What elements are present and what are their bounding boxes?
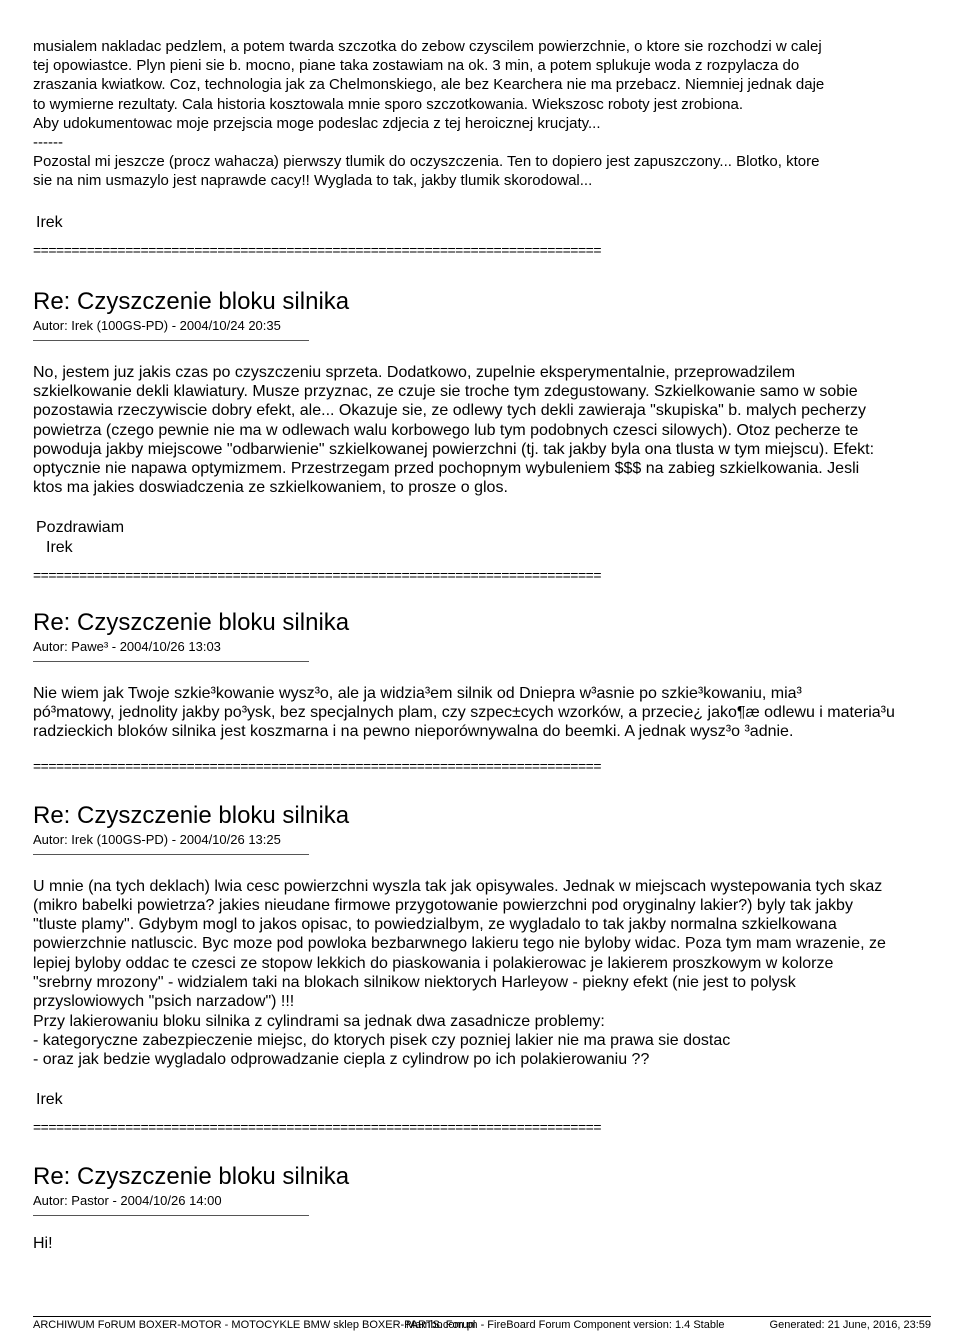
text-line: Nie wiem jak Twoje szkie³kowanie wysz³o, ale ja widzia³em silnik od Dniepra w³asnie po szkie³kowaniu, mia³ xyxy=(33,684,802,702)
text-line: tej opowiastce. Plyn pieni sie b. mocno, piane taka zostawiam na ok. 3 min, a potem splukuje woda z rozpylacza do xyxy=(33,57,800,75)
text-line: Hi! xyxy=(33,1234,53,1252)
text-line: ------ xyxy=(33,134,63,152)
text-line: "tluste plamy". Gdybym mogl to jakos opisac, to powiedzialbym, ze wygladalo to tak jakby normalna szkielkowana xyxy=(33,916,837,934)
post xyxy=(33,609,933,774)
signature: Irek xyxy=(36,1090,63,1108)
text-line: pó³matowy, jednolity jakby po³ysk, bez specjalnych plam, czy szpec±cych wzorków, a przecie¿ jako¶æ odlewu i materia³u xyxy=(33,704,895,721)
divider xyxy=(33,340,309,341)
separator: ========================================================================== xyxy=(33,757,602,774)
text-line: pozostawia rzeczywiscie dobry efekt, ale... Okazuje sie, ze odlewy tych dekli zawieraja "skupiska" b. malych pecherzy xyxy=(33,402,867,420)
post-title: Re: Czyszczenie bloku silnika xyxy=(33,608,350,636)
divider xyxy=(33,661,309,662)
post-title: Re: Czyszczenie bloku silnika xyxy=(33,1162,350,1190)
footer-component: Mambo Forum - FireBoard Forum Component version: 1.4 Stable xyxy=(406,1319,725,1331)
text-line: sie na nim usmazylo jest naprawde cacy!! Wyglada to tak, jakby tlumik skorodowal... xyxy=(33,172,593,190)
text-line: Przy lakierowaniu bloku silnika z cylindrami sa jednak dwa zasadnicze problemy: xyxy=(33,1012,605,1030)
text-line: Pozostal mi jeszcze (procz wahacza) pierwszy tlumik do oczyszczenia. Ten to dopiero jest zapuszczony... Blotko, ktore xyxy=(33,153,820,171)
text-line: radzieckich bloków silnika jest koszmarna i na pewno nieporównywalna do beemki. A jednak wysz³o ³adnie. xyxy=(33,723,794,741)
text-line: musialem nakladac pedzlem, a potem twarda szczotka do zebow czyscilem powierzchnie, o ktore sie rozchodzi w calej xyxy=(33,38,822,55)
post xyxy=(33,1163,933,1253)
post-meta: Autor: Irek (100GS-PD) - 2004/10/24 20:35 xyxy=(33,317,281,333)
footer-generated: Generated: 21 June, 2016, 23:59 xyxy=(769,1319,931,1331)
post-meta: Autor: Pastor - 2004/10/26 14:00 xyxy=(33,1192,222,1208)
signature: Pozdrawiam xyxy=(36,518,125,536)
text-line: to wymierne rezultaty. Cala historia kosztowala mnie sporo szczotkowania. Wiekszosc roboty jest zrobiona. xyxy=(33,95,744,113)
text-line: powietrza (czego pewnie nie ma w odlewach walu korbowego lub tym podobnych czesci silowych). Otoz pecherze te xyxy=(33,421,859,439)
post-title: Re: Czyszczenie bloku silnika xyxy=(33,801,350,829)
text-line: No, jestem juz jakis czas po czyszczeniu sprzeta. Dodatkowo, zupelnie eksperymentalnie, przeprowadzilem xyxy=(33,363,796,381)
post-meta: Autor: Irek (100GS-PD) - 2004/10/26 13:25 xyxy=(33,831,281,847)
post-body xyxy=(33,877,933,1070)
text-line: optycznie nie napawa optymizmem. Przestrzegam przed pochopnym wybuleniem $$$ na zabieg szkielkowania. Jesli xyxy=(33,460,860,478)
footer-source: ARCHIWUM FoRUM BOXER-MOTOR - MOTOCYKLE BMW sklep BOXER-PARTS.com.pl xyxy=(33,1319,476,1331)
text-line: przyslowiowych "psich narzadow") !!! xyxy=(33,993,295,1011)
separator: ========================================================================== xyxy=(33,1118,602,1135)
signature: Irek xyxy=(46,538,73,556)
text-line: powoduja jakby miejscowe "odbarwienie" szkielkowanej powierzchni (tj. tak jakby byla ona tlusta w tym miejscu). Efekt: xyxy=(33,440,875,458)
text-line: U mnie (na tych deklach) lwia cesc powierzchni wyszla tak jak opisywales. Jednak w miejscach wystepowania tych skaz xyxy=(33,877,883,895)
post xyxy=(33,802,933,1135)
page-content xyxy=(33,37,933,1253)
text-line: powierzchnie natluscic. Byc moze pod powloka bezbarwnego lakieru tego nie byloby widac. Poza tym mam wrazenie, ze xyxy=(33,935,886,953)
post-body xyxy=(33,1234,933,1253)
post xyxy=(33,288,933,583)
separator: ========================================================================== xyxy=(33,566,602,583)
text-line: "srebrny mrozony" - widzialem taki na blokach silnikow niektorych Harleyow - piekny efekt (nie jest to polysk xyxy=(33,974,796,992)
text-line: (mikro babelki powietrza? jakies nieudane firmowe przygotowanie powierzchni pod oryginalny lakier?) byly tak jakby xyxy=(33,896,853,914)
intro-text xyxy=(33,37,933,191)
text-line: lepiej byloby oddac te czesci ze stopow lekkich do piaskowania i polakierowac je lakierem proszkowym w kolorze xyxy=(33,954,834,972)
text-line: zraszania kwiatkow. Coz, technologia jak za Chelmonskiego, ale bez Kearchera nie ma przebacz. Niemniej jednak daje xyxy=(33,76,825,94)
text-line: Aby udokumentowac moje przejscia moge podeslac zdjecia z tej heroicznej krucjaty... xyxy=(33,114,601,132)
page-footer xyxy=(33,1316,931,1333)
text-line: - oraz jak bedzie wygladalo odprowadzanie ciepla z cylindrow po ich polakierowaniu ?? xyxy=(33,1051,650,1069)
signature: Irek xyxy=(36,213,63,231)
separator: ========================================================================== xyxy=(33,241,602,258)
post-body xyxy=(33,684,933,742)
divider xyxy=(33,854,309,855)
text-line: - kategoryczne zabezpieczenie miejsc, do ktorych pisek czy pozniej lakier nie ma prawa sie dostac xyxy=(33,1031,731,1049)
divider xyxy=(33,1215,309,1216)
text-line: szkielkowanie dekli klawiatury. Musze przyznac, ze czuje sie troche tym zdegustowany. Szkielkowanie samo w sobie xyxy=(33,382,858,400)
post-title: Re: Czyszczenie bloku silnika xyxy=(33,287,350,315)
text-line: ktos ma jakies doswiadczenia ze szkielkowaniem, to prosze o glos. xyxy=(33,479,508,497)
post-meta: Autor: Pawe³ - 2004/10/26 13:03 xyxy=(33,638,221,654)
post-body xyxy=(33,363,933,498)
